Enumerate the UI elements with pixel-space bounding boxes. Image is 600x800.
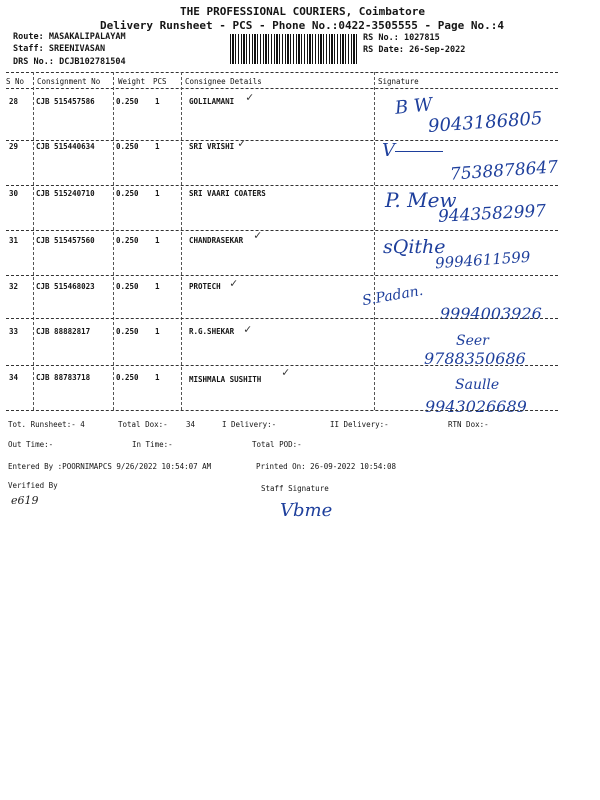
col-sno: S No <box>6 77 25 86</box>
row-pcs: 1 <box>155 97 160 106</box>
row-sno: 28 <box>9 97 19 106</box>
row-weight: 0.250 <box>116 236 139 245</box>
signature-name: B W <box>394 94 434 119</box>
col-signature: Signature <box>378 77 419 86</box>
row-consignee: PROTECH <box>189 282 221 291</box>
signature-name: V <box>382 140 395 161</box>
row-consignment: CJB 515468023 <box>36 282 95 291</box>
row-pcs: 1 <box>155 189 160 198</box>
signature-name: P. Mew <box>385 188 457 212</box>
staff-signature: Vbme <box>280 500 333 521</box>
signature-name: sQithe <box>383 236 446 258</box>
route-label: Route: <box>13 32 44 42</box>
row-sno: 33 <box>9 327 19 336</box>
staff-signature-label: Staff Signature <box>261 484 329 493</box>
row-consignee: GOLILAMANI <box>189 97 235 106</box>
check-mark-icon: ✓ <box>230 276 238 290</box>
row-pcs: 1 <box>155 236 160 245</box>
row-consignment: CJB 88783718 <box>36 373 91 382</box>
check-mark-icon: ✓ <box>244 322 252 336</box>
signature-phone: 9443582997 <box>437 201 547 227</box>
rs-date-label: RS Date: <box>363 45 404 55</box>
rs-date-value: 26-Sep-2022 <box>409 45 466 55</box>
route-field <box>13 32 126 42</box>
row-pcs: 1 <box>155 142 160 151</box>
row-consignee: CHANDRASEKAR <box>189 236 244 245</box>
row-consignment: CJB 515440634 <box>36 142 95 151</box>
signature-phone: 9788350686 <box>424 349 526 368</box>
row-sno: 31 <box>9 236 19 245</box>
col-pcs: PCS <box>153 77 167 86</box>
rs-no-field <box>363 33 440 43</box>
row-sno: 29 <box>9 142 19 151</box>
row-weight: 0.250 <box>116 97 139 106</box>
staff-label: Staff: <box>13 44 44 54</box>
total-pod: Total POD:- <box>252 440 302 449</box>
rs-date-field <box>363 45 465 55</box>
staff-field <box>13 44 105 54</box>
barcode-image <box>230 34 358 64</box>
row-weight: 0.250 <box>116 189 139 198</box>
row-weight: 0.250 <box>116 142 139 151</box>
drs-field <box>13 57 126 67</box>
in-time: In Time:- <box>132 440 173 449</box>
row-consignment: CJB 515457560 <box>36 236 95 245</box>
runsheet-subtitle: Delivery Runsheet - PCS - Phone No.:0422-3505555 - Page No.:4 <box>100 19 504 32</box>
company-title: THE PROFESSIONAL COURIERS, Coimbatore <box>180 5 426 18</box>
signature-phone: 9043186805 <box>427 108 544 137</box>
signature-phone: 9994003926 <box>440 304 542 323</box>
row-consignee: MISHMALA SUSHITH <box>189 375 262 384</box>
row-consignment: CJB 88882817 <box>36 327 91 336</box>
row-consignee: R.G.SHEKAR <box>189 327 235 336</box>
signature-phone: 9994611599 <box>434 247 531 273</box>
row-weight: 0.250 <box>116 327 139 336</box>
signature-name: Seer <box>456 333 489 349</box>
total-dox-value: 34 <box>186 420 196 429</box>
col-weight: Weight <box>118 77 146 86</box>
entered-by: Entered By :POORNIMAPCS 9/26/2022 10:54:07 AM <box>8 462 212 471</box>
row-pcs: 1 <box>155 327 160 336</box>
row-consignee: SRI VRISHI <box>189 142 235 151</box>
row-consignment: CJB 515240710 <box>36 189 95 198</box>
row-consignee: SRI VAARI COATERS <box>189 189 266 198</box>
row-sno: 34 <box>9 373 19 382</box>
ii-delivery: II Delivery:- <box>330 420 389 429</box>
rs-no-label: RS No.: <box>363 33 399 43</box>
col-consignee: Consignee Details <box>185 77 262 86</box>
tot-runsheet: Tot. Runsheet:- 4 <box>8 420 85 429</box>
signature-phone: 7538878647 <box>449 157 559 185</box>
row-consignment: CJB 515457586 <box>36 97 95 106</box>
drs-value: DCJB102781504 <box>59 57 126 67</box>
verified-by: Verified By <box>8 481 58 490</box>
drs-label: DRS No.: <box>13 57 54 67</box>
printed-on: Printed On: 26-09-2022 10:54:08 <box>256 462 396 471</box>
col-consignment: Consignment No <box>37 77 101 86</box>
signature-scribble <box>395 151 443 152</box>
check-mark-icon: ✓ <box>246 90 254 104</box>
rs-no-value: 1027815 <box>403 33 440 43</box>
check-mark-icon: ✓ <box>238 136 246 150</box>
i-delivery: I Delivery:- <box>222 420 277 429</box>
route-value: MASAKALIPALAYAM <box>48 32 126 42</box>
check-mark-icon: ✓ <box>282 365 290 379</box>
out-time: Out Time:- <box>8 440 54 449</box>
verified-mark: e619 <box>11 494 39 507</box>
check-mark-icon: ✓ <box>254 228 262 242</box>
total-dox-label: Total Dox:- <box>118 420 168 429</box>
row-pcs: 1 <box>155 373 160 382</box>
row-pcs: 1 <box>155 282 160 291</box>
signature-name: S.Padan. <box>361 282 425 310</box>
rtn-dox: RTN Dox:- <box>448 420 489 429</box>
signature-name: Saulle <box>455 377 500 393</box>
row-weight: 0.250 <box>116 282 139 291</box>
row-sno: 32 <box>9 282 19 291</box>
signature-phone: 9943026689 <box>425 397 527 416</box>
staff-value: SREENIVASAN <box>48 44 106 54</box>
row-weight: 0.250 <box>116 373 139 382</box>
row-sno: 30 <box>9 189 19 198</box>
